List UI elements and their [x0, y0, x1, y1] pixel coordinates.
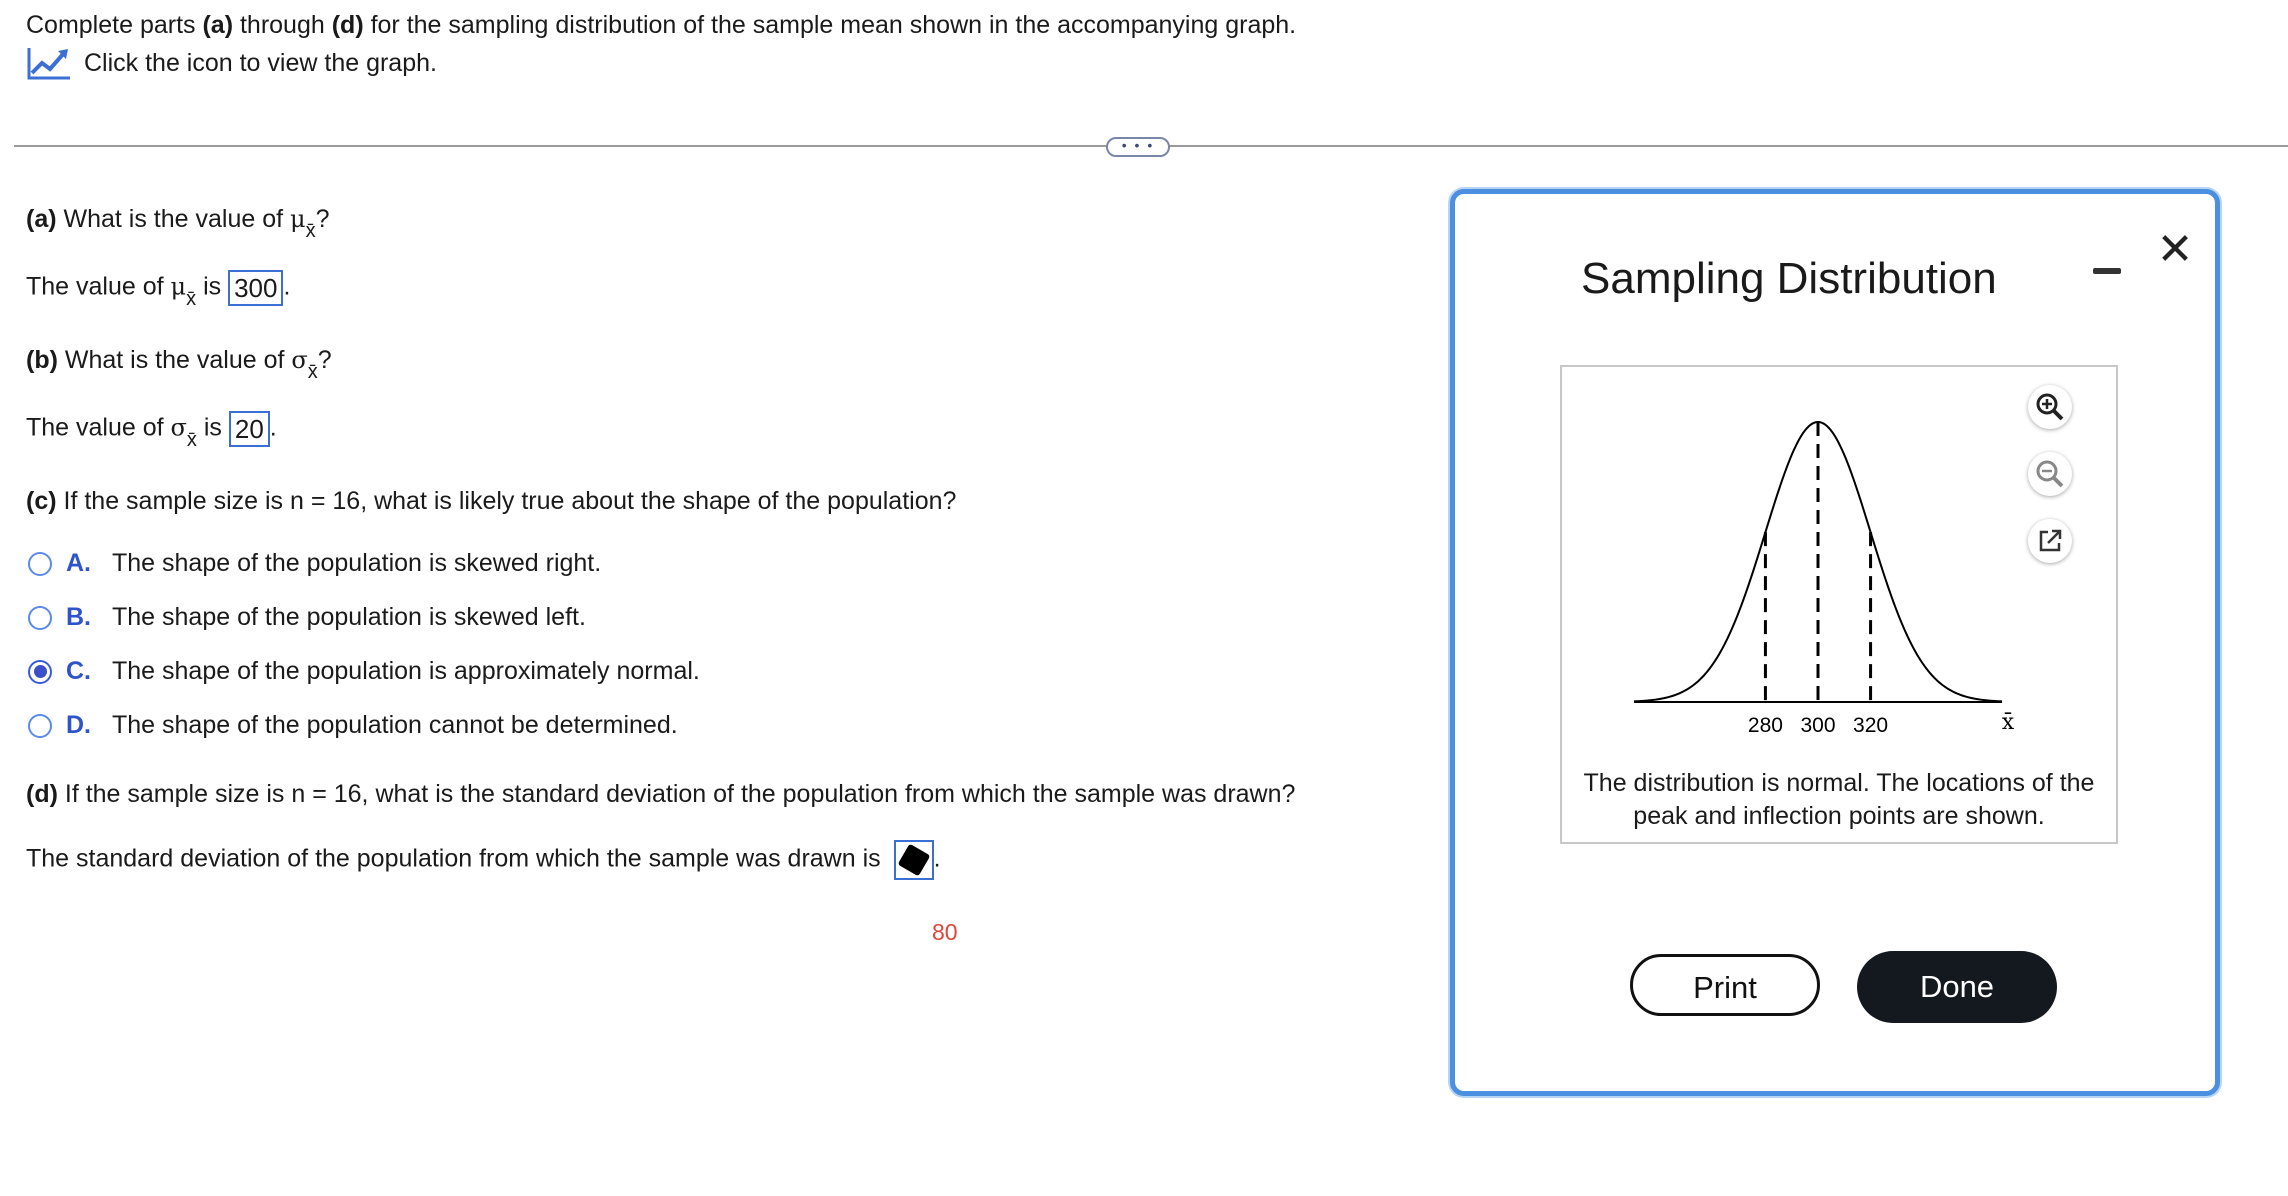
hint-value: 80 [932, 919, 958, 945]
distribution-plot [1562, 367, 2116, 767]
answer-d-pre: The standard deviation of the population from which the sample was drawn is [26, 844, 888, 873]
question-a [26, 205, 330, 242]
answer-d-end: . [933, 844, 941, 873]
answer-b-mid: is [196, 413, 229, 442]
minimize-button[interactable] [2091, 248, 2123, 278]
xbar-subscript: x̄ [307, 361, 318, 383]
close-button[interactable]: ✕ [2156, 225, 2194, 274]
question-c-label: (c) [26, 487, 57, 515]
choice-b-text[interactable]: The shape of the population is skewed left. [112, 603, 586, 631]
choice-a-text[interactable]: The shape of the population is skewed right. [112, 549, 602, 577]
cursor-diamond-icon [897, 844, 930, 877]
choice-d[interactable] [28, 711, 678, 740]
question-d-text: If the sample size is n = 16, what is the standard deviation of the population from which the sample was drawn? [57, 780, 1296, 808]
radio-d[interactable] [28, 714, 52, 738]
graph-panel [1560, 365, 2118, 844]
xbar-subscript: x̄ [186, 428, 197, 451]
intro-text: Complete parts [26, 11, 203, 39]
external-link-icon [2036, 527, 2064, 555]
answer-d-field[interactable] [894, 840, 934, 880]
mu-symbol: μ [170, 272, 187, 301]
graph-caption [1562, 767, 2116, 833]
radio-b[interactable] [28, 606, 52, 630]
tick-label-320: 320 [1853, 714, 1889, 737]
question-d-label: (d) [26, 780, 58, 808]
intro [26, 6, 1296, 82]
question-a-text: What is the value of [56, 205, 291, 233]
xbar-subscript: x̄ [305, 220, 316, 242]
answer-a-field[interactable]: 300 [228, 270, 283, 306]
zoom-out-icon [2035, 459, 2065, 489]
intro-text-mid: through [233, 11, 332, 39]
question-c-text: If the sample size is n = 16, what is likely true about the shape of the population? [56, 487, 957, 515]
question-b-label: (b) [26, 346, 58, 374]
answer-a-end: . [283, 272, 291, 301]
done-button[interactable]: Done [1857, 951, 2057, 1023]
x-axis-label: x̄ [2001, 710, 2015, 735]
tick-label-300: 300 [1800, 714, 1836, 737]
print-button[interactable]: Print [1630, 954, 1820, 1016]
question-d [26, 780, 1295, 809]
dialog-title: Sampling Distribution [1581, 254, 1997, 303]
choice-b[interactable] [28, 603, 586, 632]
question-a-label: (a) [26, 205, 57, 233]
choice-d-letter: D. [66, 711, 91, 739]
choice-a[interactable] [28, 549, 601, 578]
choice-b-letter: B. [66, 603, 91, 631]
intro-instructions [26, 6, 1296, 44]
answer-b-pre: The value of [26, 413, 171, 442]
mu-symbol: μ [290, 205, 306, 233]
graph-icon[interactable] [26, 45, 72, 81]
sigma-symbol: σ [170, 413, 187, 442]
xbar-subscript: x̄ [186, 287, 197, 310]
view-graph-label[interactable]: Click the icon to view the graph. [84, 49, 437, 77]
answer-d [26, 840, 941, 880]
view-graph-link[interactable] [26, 44, 1296, 82]
caption-line-2: peak and inflection points are shown. [1633, 802, 2045, 830]
zoom-out-button[interactable] [2028, 452, 2072, 496]
question-b-text: What is the value of [57, 346, 292, 374]
caption-line-1: The distribution is normal. The locations of the [1583, 769, 2095, 797]
radio-a[interactable] [28, 552, 52, 576]
choice-c-text[interactable]: The shape of the population is approximately normal. [112, 657, 700, 685]
question-b-end: ? [317, 346, 332, 374]
intro-part-d: (d) [331, 11, 364, 39]
choice-c[interactable] [28, 657, 700, 686]
question-c [26, 487, 956, 516]
zoom-in-icon [2035, 392, 2065, 422]
tick-label-280: 280 [1747, 714, 1783, 737]
intro-part-a: (a) [202, 11, 234, 39]
intro-text-end: for the sampling distribution of the sample mean shown in the accompanying graph. [363, 11, 1297, 39]
answer-b-end: . [269, 413, 277, 442]
answer-b-field[interactable]: 20 [229, 411, 270, 447]
answer-a-pre: The value of [26, 272, 171, 301]
answer-a-mid: is [196, 272, 229, 301]
choice-c-letter: C. [66, 657, 91, 685]
radio-c-selected[interactable] [28, 660, 52, 684]
question-b [26, 346, 332, 383]
sampling-distribution-dialog [1450, 189, 2220, 1096]
sigma-symbol: σ [291, 346, 308, 374]
answer-a [26, 270, 291, 310]
pop-out-button[interactable] [2028, 519, 2072, 563]
choice-a-letter: A. [66, 549, 91, 577]
zoom-in-button[interactable] [2028, 385, 2072, 429]
choice-d-text[interactable]: The shape of the population cannot be determined. [112, 711, 678, 739]
answer-b [26, 411, 277, 451]
expand-ellipsis-button[interactable]: • • • [1106, 137, 1170, 157]
question-a-end: ? [315, 205, 330, 233]
